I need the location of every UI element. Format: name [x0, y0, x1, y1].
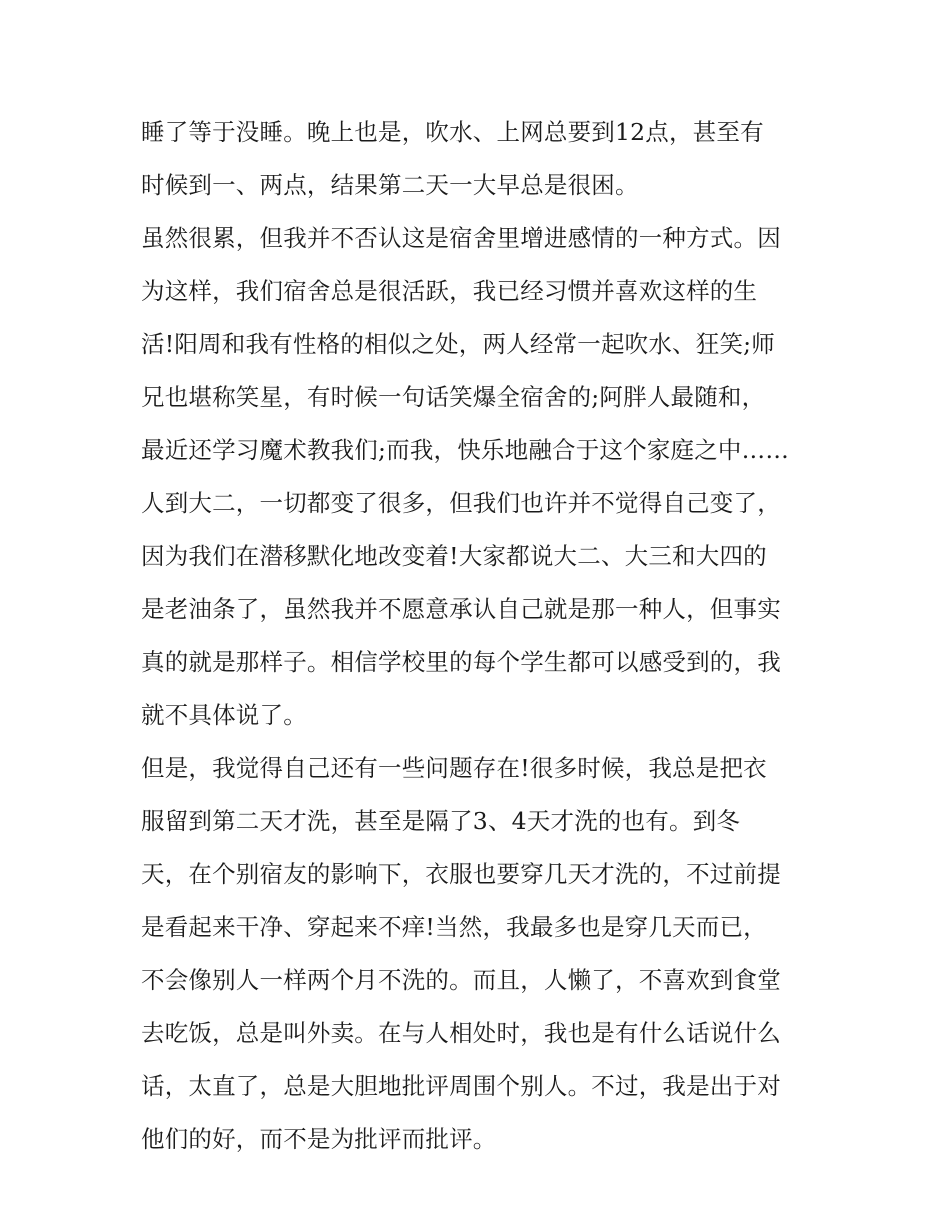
text-line-19: 话，太直了，总是大胆地批评周围个别人。不过，我是出于对: [141, 1072, 781, 1100]
text-line-6: 兄也堪称笑星，有时候一句话笑爆全宿舍的;阿胖人最随和，: [141, 383, 766, 411]
text-line-15: 天，在个别宿友的影响下，衣服也要穿几天才洗的，不过前提: [141, 860, 781, 888]
text-line-5: 活!阳周和我有性格的相似之处，两人经常一起吹水、狂笑;师: [141, 330, 775, 358]
text-line-4: 为这样，我们宿舍总是很活跃，我已经习惯并喜欢这样的生: [141, 277, 758, 305]
document-body: [141, 106, 831, 1166]
text-line-12: 就不具体说了。: [141, 701, 307, 729]
text-line-18: 去吃饭，总是叫外卖。在与人相处时，我也是有什么话说什么: [141, 1019, 781, 1047]
text-line-20: 他们的好，而不是为批评而批评。: [141, 1125, 497, 1153]
text-line-16: 是看起来干净、穿起来不痒!当然，我最多也是穿几天而已，: [141, 913, 767, 941]
text-line-13: 但是，我觉得自己还有一些问题存在!很多时候，我总是把衣: [141, 754, 767, 782]
text-line-3: 虽然很累，但我并不否认这是宿舍里增进感情的一种方式。因: [141, 224, 781, 252]
text-line-7: 最近还学习魔术教我们;而我，快乐地融合于这个家庭之中……: [141, 436, 790, 464]
text-line-11: 真的就是那样子。相信学校里的每个学生都可以感受到的，我: [141, 648, 781, 676]
text-line-14: 服留到第二天才洗，甚至是隔了3、4天才洗的也有。到冬: [141, 807, 741, 835]
text-line-10: 是老油条了，虽然我并不愿意承认自己就是那一种人，但事实: [141, 595, 781, 623]
text-line-9: 因为我们在潜移默化地改变着!大家都说大二、大三和大四的: [141, 542, 767, 570]
text-line-2: 时候到一、两点，结果第二天一大早总是很困。: [141, 171, 639, 199]
text-line-8: 人到大二，一切都变了很多，但我们也许并不觉得自己变了，: [141, 489, 781, 517]
text-line-1: 睡了等于没睡。晚上也是，吹水、上网总要到12点，甚至有: [141, 118, 764, 146]
text-line-17: 不会像别人一样两个月不洗的。而且，人懒了，不喜欢到食堂: [141, 966, 781, 994]
